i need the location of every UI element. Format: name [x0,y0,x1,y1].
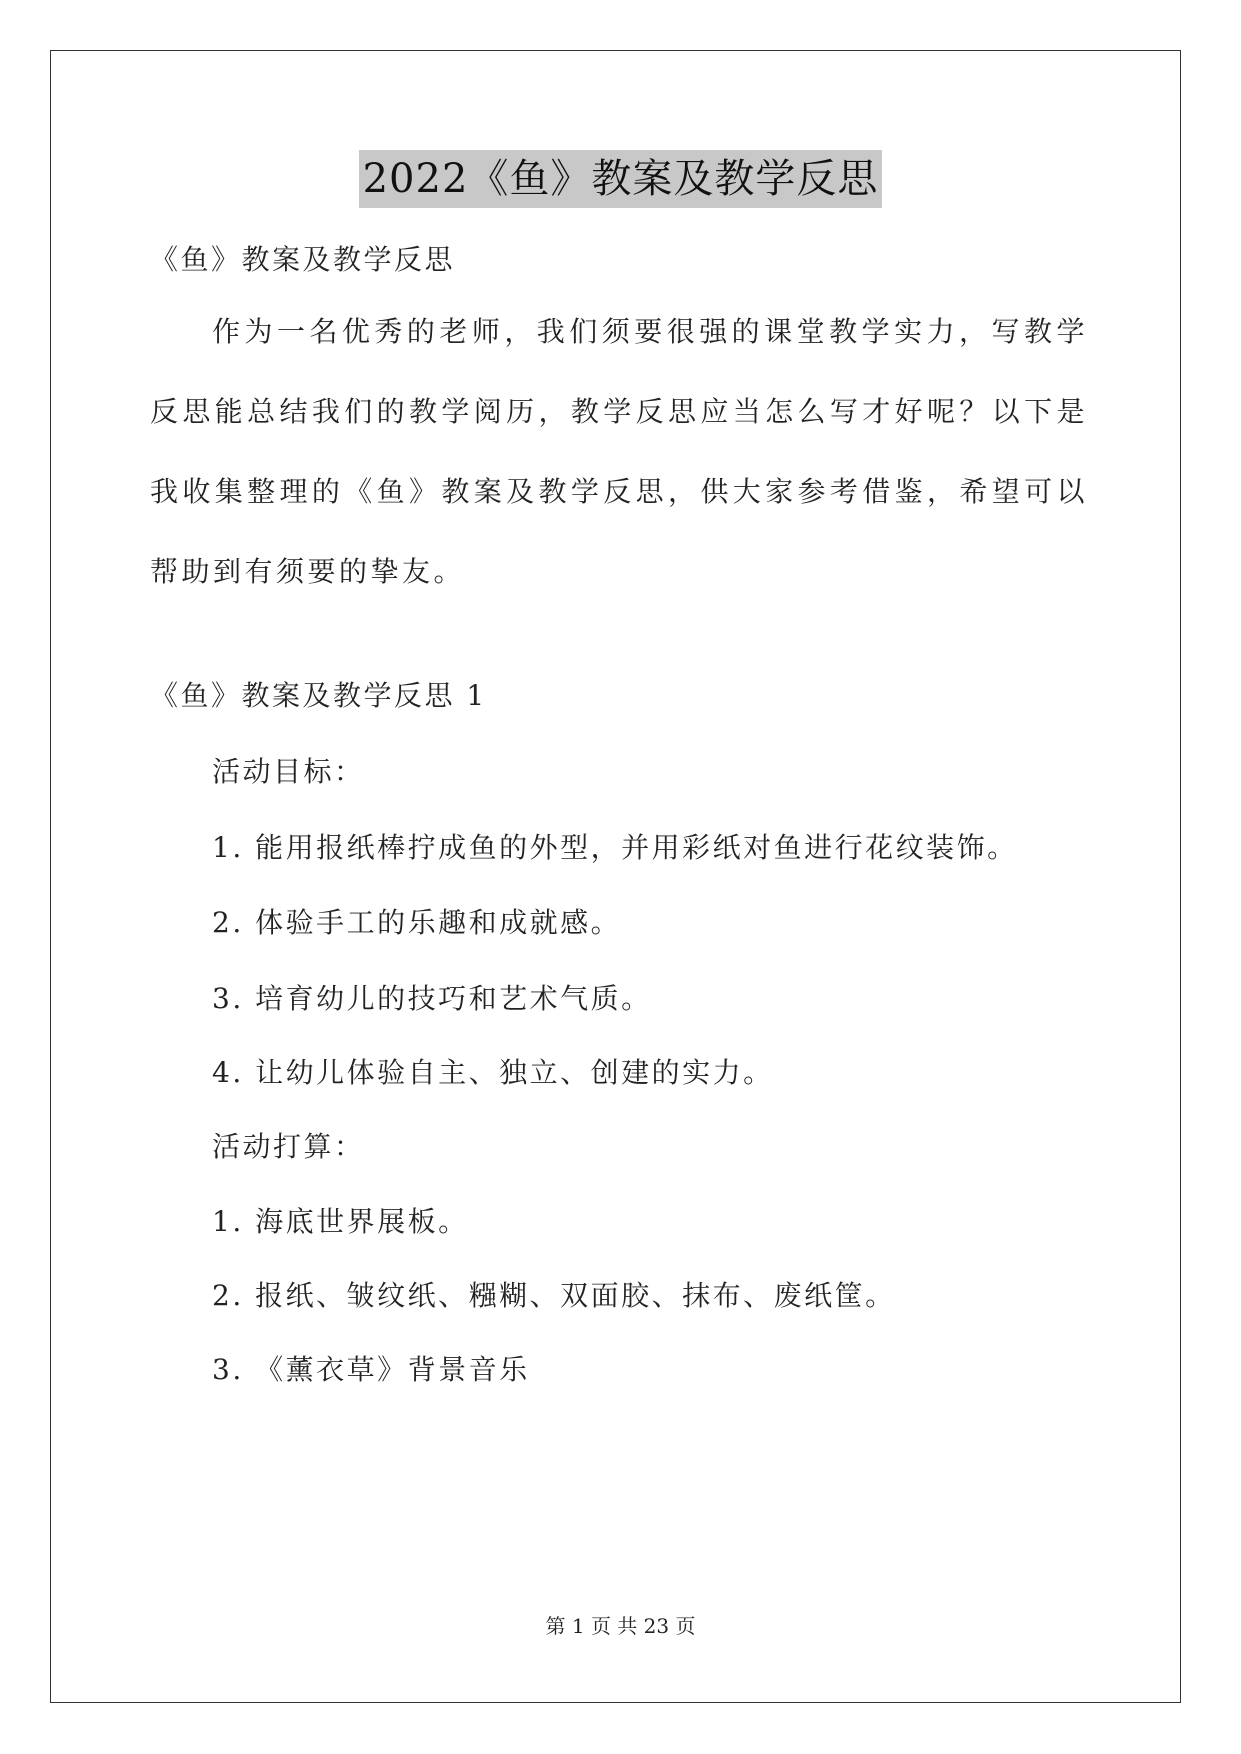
prep-item-3: 3. 《薰衣草》背景音乐 [212,1353,530,1386]
prep-item-2: 2. 报纸、皱纹纸、糨糊、双面胶、抹布、废纸筐。 [212,1279,896,1312]
document-title: 2022《鱼》教案及教学反思 [359,150,883,208]
goal-item-2: 2. 体验手工的乐趣和成就感。 [212,906,622,939]
goal-item-1: 1. 能用报纸棒拧成鱼的外型，并用彩纸对鱼进行花纹装饰。 [212,831,1018,864]
prep-item-1: 1. 海底世界展板。 [212,1205,469,1238]
goal-item-3: 3. 培育幼儿的技巧和艺术气质。 [212,982,652,1015]
title-container [0,150,1241,208]
page-number-footer: 第 1 页 共 23 页 [545,1614,696,1638]
goal-item-4: 4. 让幼儿体验自主、独立、创建的实力。 [212,1056,774,1089]
intro-paragraph: 作为一名优秀的老师，我们须要很强的课堂教学实力，写教学反思能总结我们的教学阅历，教学反思应当怎么写才好呢？以下是我收集整理的《鱼》教案及教学反思，供大家参考借鉴，希望可以帮助到有须要的挚友。 [150,315,1088,588]
section-heading: 《鱼》教案及教学反思 1 [150,679,487,712]
prep-heading: 活动打算： [212,1130,365,1163]
goals-heading: 活动目标： [212,755,365,788]
document-subtitle: 《鱼》教案及教学反思 [150,243,456,276]
